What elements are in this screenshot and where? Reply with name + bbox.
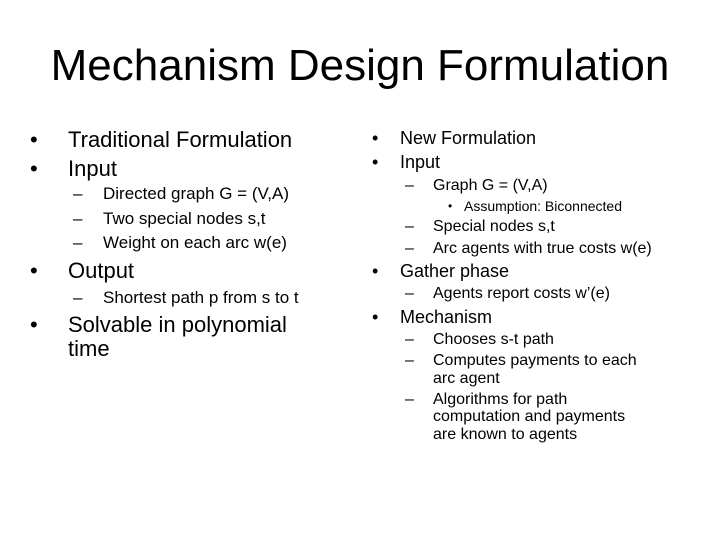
bullet-text: Arc agents with true costs w(e)	[433, 240, 652, 257]
bullet-text: Special nodes s,t	[433, 218, 555, 235]
bullet-marker: •	[448, 199, 453, 213]
bullet-marker: –	[73, 184, 83, 203]
bullet-marker: •	[372, 307, 379, 327]
bullet-marker: •	[372, 128, 379, 148]
bullet-text: Directed graph G = (V,A)	[103, 184, 289, 203]
bullet-text: Input	[68, 156, 117, 181]
bullet-text: are known to agents	[433, 426, 578, 443]
bullet-marker: –	[73, 288, 83, 307]
bullet-marker: –	[405, 331, 414, 348]
bullet-text: Output	[68, 258, 135, 283]
bullet-text: time	[68, 336, 110, 361]
bullet-text: arc agent	[433, 370, 500, 387]
bullet-text: Traditional Formulation	[68, 127, 293, 152]
bullet-text: Computes payments to each	[433, 352, 637, 369]
bullet-marker: –	[73, 209, 83, 228]
bullet-text: Agents report costs w’(e)	[433, 285, 610, 302]
bullet-text: Weight on each arc w(e)	[103, 233, 287, 252]
bullet-marker: –	[405, 391, 414, 408]
bullet-text: Assumption: Biconnected	[464, 198, 622, 214]
bullet-marker: •	[30, 156, 38, 181]
bullet-text: Two special nodes s,t	[103, 209, 266, 228]
bullet-marker: •	[30, 258, 38, 283]
bullet-text: Chooses s-t path	[433, 331, 554, 348]
bullet-text: New Formulation	[400, 128, 537, 148]
bullet-marker: –	[405, 240, 414, 257]
slide-title: Mechanism Design Formulation	[50, 41, 670, 90]
bullet-marker: –	[405, 218, 414, 235]
bullet-marker: –	[405, 352, 414, 369]
bullet-marker: •	[30, 312, 38, 337]
bullet-marker: •	[30, 127, 38, 152]
bullet-marker: •	[372, 261, 379, 281]
bullet-text: Graph G = (V,A)	[433, 177, 548, 194]
bullet-text: Gather phase	[400, 261, 510, 281]
bullet-marker: –	[405, 285, 414, 302]
bullet-text: Mechanism	[400, 307, 493, 327]
bullet-text: Shortest path p from s to t	[103, 288, 299, 307]
bullet-text: Input	[400, 152, 441, 172]
bullet-text: computation and payments	[433, 408, 626, 425]
bullet-marker: –	[73, 233, 83, 252]
bullet-text: Solvable in polynomial	[68, 312, 287, 337]
bullet-marker: –	[405, 177, 414, 194]
bullet-marker: •	[372, 152, 379, 172]
bullet-text: Algorithms for path	[433, 391, 568, 408]
